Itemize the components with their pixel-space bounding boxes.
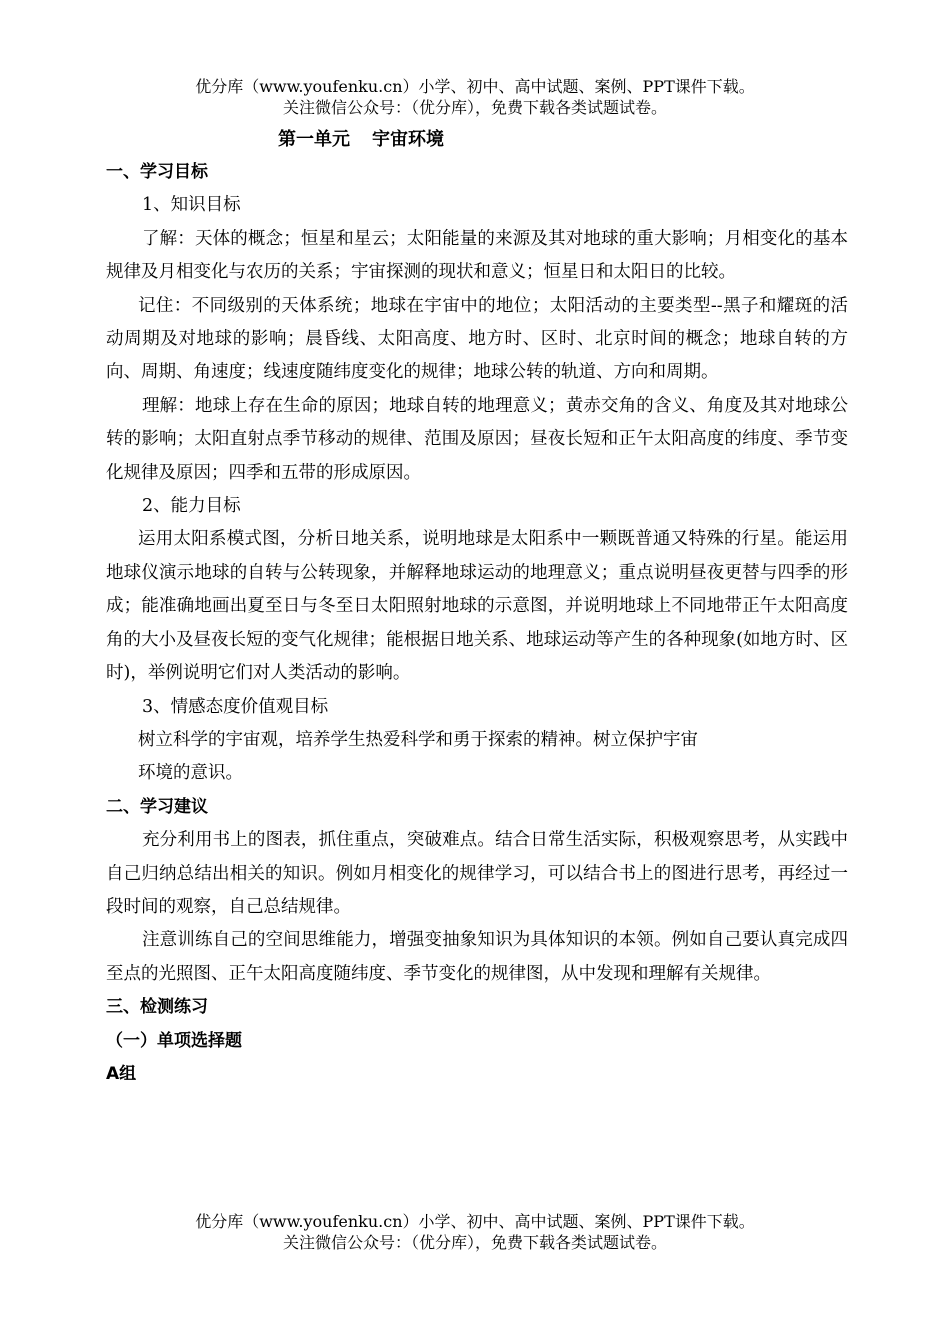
subheading-single-choice: （一）单项选择题 [106, 1030, 242, 1051]
paragraph-suggestion-2: 注意训练自己的空间思维能力，增强变抽象知识为具体知识的本领。例如自己要认真完成四至点的光照图、正午太阳高度随纬度、季节变化的规律图，从中发现和理解有关规律。 [106, 930, 848, 984]
page-footer [0, 1211, 950, 1253]
subheading-values: 3、情感态度价值观目标 [142, 696, 329, 717]
section-heading-suggestions: 二、学习建议 [106, 796, 208, 817]
header-line-1: 优分库（www.youfenku.cn）小学、初中、高中试题、案例、PPT课件下载。 [195, 77, 755, 96]
subheading-knowledge: 1、知识目标 [142, 195, 241, 216]
paragraph-remember: 记住：不同级别的天体系统；地球在宇宙中的地位；太阳活动的主要类型--黑子和耀斑的活动周期及对地球的影响；晨昏线、太阳高度、地方时、区时、北京时间的概念；地球自转的方向、周期、角速度；线速度随纬度变化的规律；地球公转的轨道、方向和周期。 [106, 295, 848, 383]
unit-title [278, 128, 444, 152]
unit-name: 宇宙环境 [372, 129, 444, 150]
paragraph-suggestion-1: 充分利用书上的图表，抓住重点，突破难点。结合日常生活实际，积极观察思考，从实践中自己归纳总结出相关的知识。例如月相变化的规律学习，可以结合书上的图进行思考，再经过一段时间的观察，自己总结规律。 [106, 830, 848, 917]
footer-line-2: 关注微信公众号：（优分库），免费下载各类试题试卷。 [282, 1233, 667, 1252]
document-body [106, 156, 848, 1091]
paragraph-understand: 了解：天体的概念；恒星和星云；太阳能量的来源及其对地球的重大影响；月相变化的基本规律及月相变化与农历的关系；宇宙探测的现状和意义；恒星日和太阳日的比较。 [106, 228, 848, 283]
paragraph-values-line-2: 环境的意识。 [138, 763, 243, 784]
group-label-a: A组 [106, 1063, 137, 1084]
paragraph-values-line-1: 树立科学的宇宙观，培养学生热爱科学和勇于探索的精神。树立保护宇宙 [138, 729, 698, 750]
page-header [0, 76, 950, 118]
footer-line-1: 优分库（www.youfenku.cn）小学、初中、高中试题、案例、PPT课件下载。 [195, 1212, 755, 1231]
header-line-2: 关注微信公众号：（优分库），免费下载各类试题试卷。 [282, 98, 667, 117]
unit-number: 第一单元 [278, 129, 350, 150]
paragraph-ability: 运用太阳系模式图，分析日地关系，说明地球是太阳系中一颗既普通又特殊的行星。能运用地球仪演示地球的自转与公转现象，并解释地球运动的地理意义；重点说明昼夜更替与四季的形成；能准确地画出夏至日与冬至日太阳照射地球的示意图，并说明地球上不同地带正午太阳高度角的大小及昼夜长短的变气化规律；能根据日地关系、地球运动等产生的各种现象(如地方时、区时)，举例说明它们对人类活动的影响。 [106, 529, 848, 684]
section-heading-exercises: 三、检测练习 [106, 997, 208, 1018]
paragraph-comprehend: 理解：地球上存在生命的原因；地球自转的地理意义；黄赤交角的含义、角度及其对地球公转的影响；太阳直射点季节移动的规律、范围及原因；昼夜长短和正午太阳高度的纬度、季节变化规律及原因；四季和五带的形成原因。 [106, 395, 848, 483]
section-heading-objectives: 一、学习目标 [106, 162, 208, 182]
subheading-ability: 2、能力目标 [142, 496, 241, 517]
